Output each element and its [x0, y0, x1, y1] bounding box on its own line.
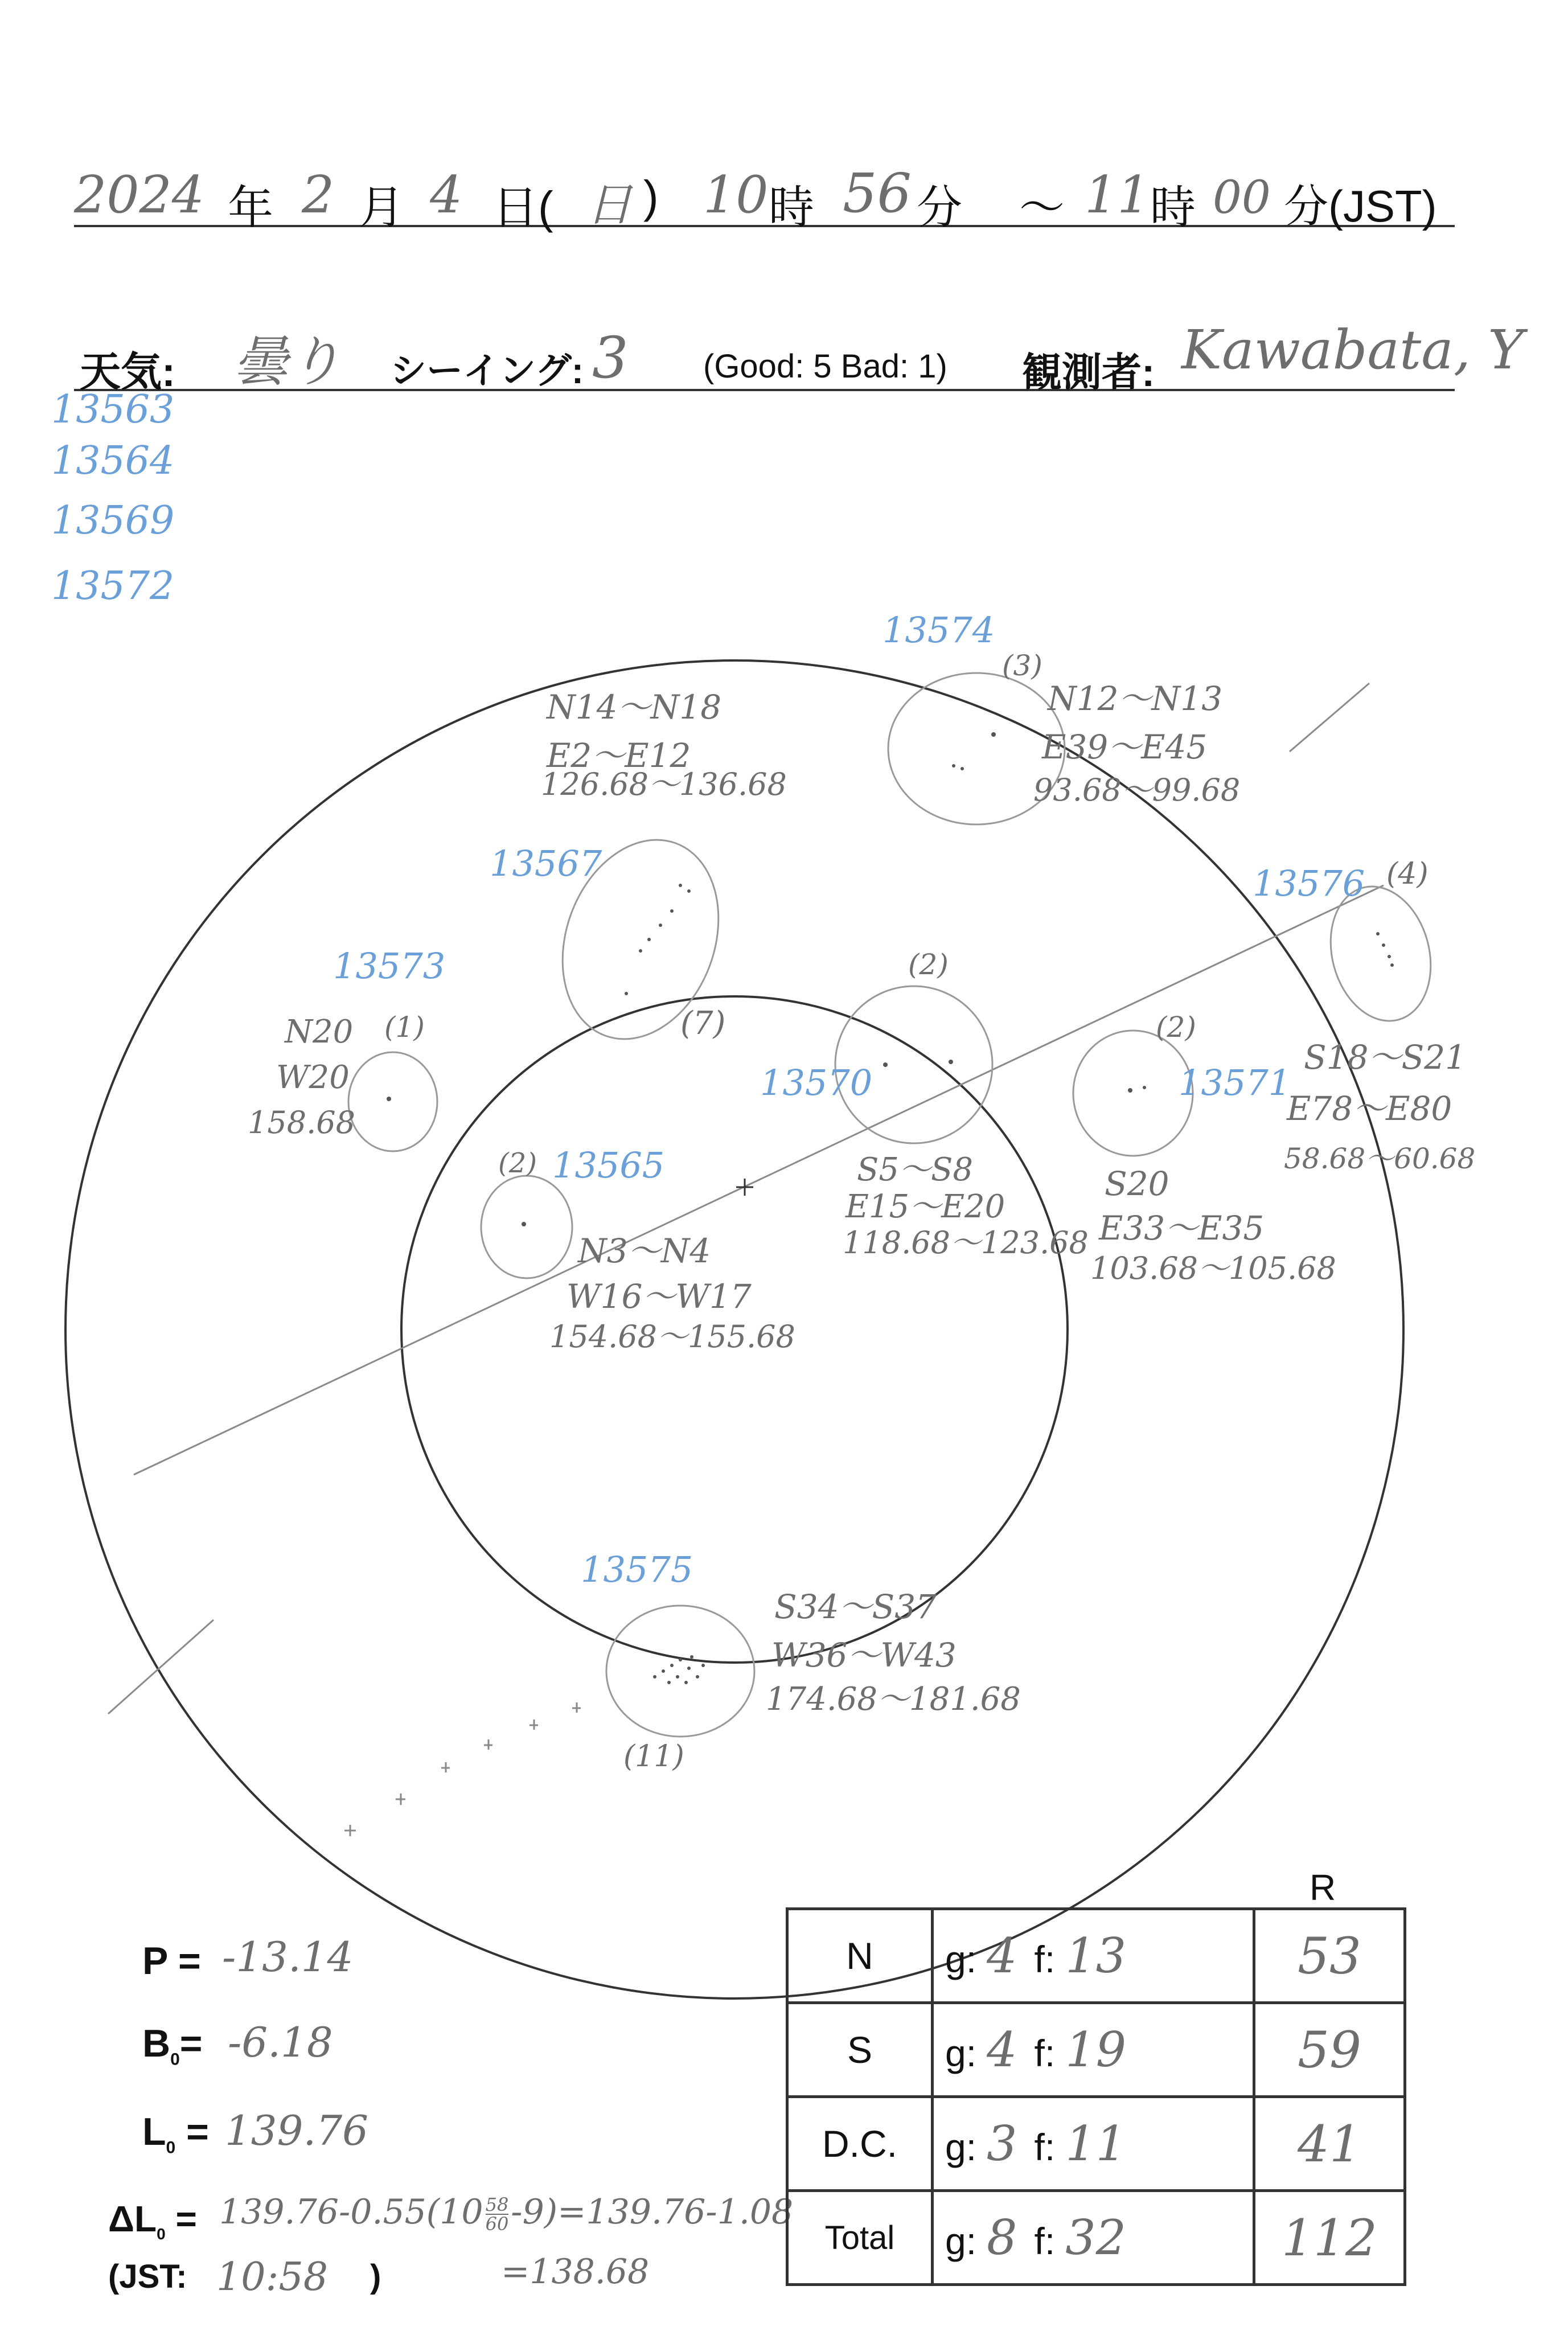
b0-label: $B_0=$ — [142, 2022, 203, 2069]
group-13574-L: 93.68～99.68 — [1033, 772, 1241, 808]
month-unit: 月 — [359, 182, 404, 233]
f-key: f: — [1034, 1938, 1056, 1980]
group-13567-lon: E2～E12 — [547, 736, 691, 775]
sunspot — [687, 1667, 691, 1670]
sunspot — [1382, 943, 1385, 947]
month-value: 2 — [302, 165, 335, 225]
group-13574-lon: E39～E45 — [1042, 728, 1208, 766]
side-region-3: 13569 — [51, 498, 175, 543]
sunspot — [696, 1675, 699, 1679]
dl0-result: =138.68 — [501, 2252, 650, 2292]
sunspot — [960, 767, 964, 770]
group-13565-count: (2) — [498, 1147, 537, 1179]
start-hour-unit: 時 — [769, 182, 814, 233]
group-13574-count: (3) — [1002, 649, 1042, 682]
sunspot — [653, 1675, 656, 1679]
group-13571-count: (2) — [1156, 1011, 1196, 1044]
group-13571-outline — [1073, 1031, 1193, 1156]
g-value: 4 — [987, 2022, 1017, 2078]
sunspot — [883, 1062, 888, 1067]
l0-label: $L_0$ = — [142, 2110, 209, 2157]
weekday-value: 日 — [586, 178, 632, 231]
group-13571-L: 103.68～105.68 — [1090, 1250, 1336, 1286]
group-13567-region: 13567 — [490, 843, 602, 884]
side-region-4: 13572 — [51, 564, 175, 609]
seeing-value: 3 — [592, 325, 629, 391]
f-key: f: — [1034, 2032, 1056, 2074]
table-row — [787, 1909, 1405, 2003]
group-13576-count: (4) — [1386, 857, 1429, 891]
weather-value: 曇り — [233, 331, 342, 393]
group-13571-lat: S20 — [1105, 1164, 1169, 1203]
group-13565-outline — [481, 1176, 572, 1278]
r-value: 53 — [1298, 1926, 1361, 1985]
axis-tick-top-right — [1290, 683, 1369, 752]
f-key: f: — [1034, 2126, 1056, 2168]
group-13571-region: 13571 — [1179, 1062, 1291, 1103]
table-row — [787, 2003, 1405, 2097]
sunspot — [670, 1664, 674, 1667]
row-label: Total — [787, 2191, 933, 2285]
year-unit: 年 — [228, 182, 273, 233]
group-13567-L: 126.68～136.68 — [541, 766, 787, 802]
group-13573-region: 13573 — [333, 945, 446, 987]
side-region-2: 13564 — [51, 438, 175, 483]
f-value: 32 — [1065, 2210, 1127, 2266]
f-value: 11 — [1065, 2116, 1127, 2172]
equator-line — [134, 885, 1384, 1475]
group-13565-lon: W16～W17 — [567, 1277, 752, 1316]
sunspot — [679, 1658, 682, 1661]
group-13575-region: 13575 — [581, 1549, 693, 1590]
g-value: 8 — [987, 2210, 1017, 2266]
g-key: g: — [945, 2220, 977, 2262]
sunspot — [991, 732, 996, 737]
sunspot — [687, 889, 691, 893]
p-label: P = — [142, 1939, 201, 1983]
group-13573-outline — [348, 1052, 437, 1151]
sunspot — [522, 1222, 526, 1226]
day-unit: 日( — [492, 182, 553, 233]
group-13573-L: 158.68 — [248, 1105, 355, 1140]
group-13574-region: 13574 — [882, 609, 995, 651]
row-label: N — [787, 1909, 933, 2003]
g-key: g: — [945, 2032, 977, 2074]
dl0-label: $\Delta L_0$ = — [108, 2198, 197, 2243]
row-label: D.C. — [787, 2097, 933, 2191]
f-value: 13 — [1065, 1928, 1127, 1984]
sunspot — [1128, 1088, 1132, 1093]
group-13575-lat: S34～S37 — [774, 1587, 937, 1626]
day-value: 4 — [430, 165, 463, 225]
group-13573-lon: W20 — [276, 1059, 350, 1096]
sunspot — [639, 949, 642, 953]
sunspot — [647, 938, 651, 941]
group-13575-outline — [606, 1606, 754, 1737]
group-13567-lat: N14～N18 — [547, 688, 722, 727]
r-value: 41 — [1298, 2114, 1361, 2173]
jst-close: ) — [370, 2258, 381, 2295]
time-range-tilde: ～ — [1019, 182, 1065, 233]
f-value: 19 — [1065, 2022, 1127, 2078]
sunspot — [387, 1097, 391, 1101]
sunspot — [1388, 955, 1391, 958]
weather-label: 天気: — [80, 350, 175, 395]
group-13576-L: 58.68～60.68 — [1284, 1142, 1476, 1175]
group-13565-region: 13565 — [552, 1144, 665, 1186]
count-table — [786, 1907, 1406, 2286]
weekday-close: ) — [643, 171, 659, 222]
g-value: 3 — [987, 2116, 1017, 2172]
end-hour-unit: 時 — [1150, 182, 1196, 233]
group-13574-lat: N12～N13 — [1048, 679, 1223, 718]
row-label: S — [787, 2003, 933, 2097]
group-13575-L: 174.68～181.68 — [766, 1681, 1021, 1718]
table-row — [787, 2191, 1405, 2285]
group-13573-count: (1) — [384, 1011, 425, 1044]
f-key: f: — [1034, 2220, 1056, 2262]
year-value: 2024 — [74, 165, 205, 225]
group-13570-count: (2) — [908, 948, 949, 981]
group-13575-lon: W36～W43 — [771, 1636, 957, 1675]
jst-value: 10:58 — [216, 2255, 328, 2300]
group-13575-count: (11) — [623, 1739, 684, 1774]
table-row — [787, 2097, 1405, 2191]
b0-value: -6.18 — [228, 2018, 333, 2066]
group-13576-lat: S18～S21 — [1304, 1038, 1467, 1077]
group-13573-lat: N20 — [285, 1013, 354, 1050]
sunspot — [659, 924, 662, 927]
observer-value: Kawabata, Y — [1181, 319, 1524, 381]
r-column-header: R — [1310, 1867, 1336, 1908]
sunspot — [701, 1664, 705, 1667]
seeing-label: シーイング: — [390, 350, 584, 391]
seeing-scale: (Good: 5 Bad: 1) — [703, 348, 947, 385]
end-min-unit: 分(JST) — [1284, 181, 1437, 231]
sunspot — [1390, 963, 1394, 967]
sunspot — [670, 909, 674, 913]
sunspot — [1143, 1086, 1146, 1089]
l0-value: 139.76 — [225, 2107, 368, 2154]
p-value: -13.14 — [222, 1933, 354, 1981]
sunspot — [667, 1681, 671, 1684]
group-13570-region: 13570 — [760, 1062, 873, 1103]
observer-label: 観測者: — [1022, 350, 1155, 395]
sunspot — [1376, 932, 1380, 935]
g-value: 4 — [987, 1928, 1017, 1984]
dl0-value: 139.76-0.55(10 $\frac{58}{60}$ -9)=139.76-1.08 — [219, 2192, 794, 2235]
end-min-value: 00 — [1213, 171, 1271, 224]
group-13570-lat: S5～S8 — [857, 1151, 973, 1188]
sunspot — [690, 1655, 693, 1659]
g-key: g: — [945, 2126, 977, 2168]
group-13567-count: (7) — [680, 1005, 726, 1042]
group-13576-lon: E78～E80 — [1287, 1089, 1452, 1128]
sunspot — [676, 1675, 679, 1679]
start-hour-value: 10 — [703, 165, 769, 225]
sunspot — [684, 1681, 688, 1684]
g-key: g: — [945, 1938, 977, 1980]
side-region-1: 13563 — [51, 387, 175, 432]
sunspot — [625, 992, 628, 995]
group-13570-lon: E15～E20 — [845, 1188, 1005, 1225]
sunspot — [662, 1669, 665, 1673]
start-min-unit: 分 — [917, 182, 962, 233]
end-hour-value: 11 — [1085, 165, 1150, 225]
group-13565-lat: N3～N4 — [578, 1232, 711, 1270]
r-value: 112 — [1282, 2208, 1377, 2267]
axis-tick-bottom-left — [108, 1620, 214, 1714]
start-min-value: 56 — [843, 162, 912, 225]
group-13576-region: 13576 — [1253, 863, 1365, 904]
group-13565-L: 154.68～155.68 — [549, 1319, 795, 1355]
group-13570-L: 118.68～123.68 — [843, 1225, 1089, 1261]
sunspot — [949, 1060, 953, 1064]
jst-label: (JST: — [108, 2258, 187, 2295]
group-13571-lon: E33～E35 — [1099, 1209, 1265, 1247]
sunspot — [952, 764, 955, 768]
r-value: 59 — [1298, 2020, 1361, 2079]
sunspot — [679, 884, 682, 887]
